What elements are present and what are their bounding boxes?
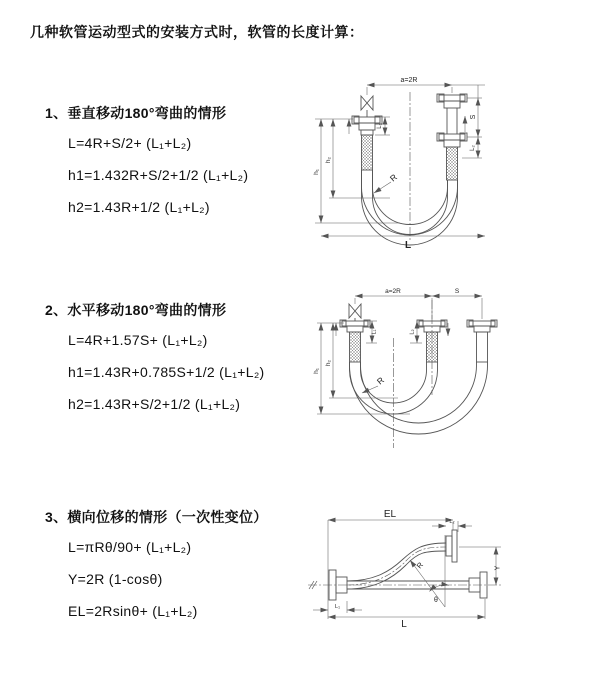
angle-arc bbox=[429, 585, 448, 591]
dim-label-l2: L₂ bbox=[470, 145, 476, 151]
displaced-hose-s-curve bbox=[347, 543, 446, 589]
upper-flange bbox=[446, 530, 457, 562]
radius-line bbox=[410, 560, 445, 607]
dim-label-h2: h₂ bbox=[325, 156, 332, 164]
right-fitting bbox=[437, 94, 467, 180]
dim-label-y: Y bbox=[494, 565, 502, 571]
diagram-vertical-180-bend bbox=[305, 72, 570, 257]
diagram-lateral-displacement bbox=[300, 505, 600, 645]
angle-label: θ bbox=[434, 597, 438, 604]
dimension-lines bbox=[317, 296, 482, 414]
radius-label: R bbox=[387, 171, 399, 184]
hose-drawing bbox=[340, 300, 497, 448]
left-fitting bbox=[340, 320, 370, 362]
dim-label-h1: h₁ bbox=[313, 368, 320, 374]
dim-label-h2: h₂ bbox=[325, 359, 332, 367]
dim-label-a2r: a=2R bbox=[385, 288, 401, 295]
diagram-3-labels bbox=[335, 509, 501, 630]
radius-label: R bbox=[414, 560, 426, 571]
middle-fitting bbox=[417, 320, 447, 362]
formula-line: h1=1.43R+0.785S+1/2 (L₁+L₂) bbox=[68, 364, 265, 380]
formula-line: EL=2Rsinθ+ (L₁+L₂) bbox=[68, 603, 198, 619]
dim-label-s: S bbox=[454, 288, 460, 295]
dim-label-el: EL bbox=[383, 509, 397, 520]
section-lateral-displacement bbox=[45, 507, 305, 621]
formula-line: L=4R+1.57S+ (L₁+L₂) bbox=[68, 332, 208, 348]
section-vertical-movement bbox=[45, 103, 305, 217]
dim-label-a2r: a=2R bbox=[400, 77, 418, 84]
formula-line: L=4R+S/2+ (L₁+L₂) bbox=[68, 135, 192, 151]
hose-drawing bbox=[352, 92, 467, 245]
dim-label-l2: L₂ bbox=[409, 329, 416, 335]
formula-line: h1=1.432R+S/2+1/2 (L₁+L₂) bbox=[68, 167, 249, 183]
formula-line: L=πRθ/90+ (L₁+L₂) bbox=[68, 539, 192, 555]
section-1-heading: 1、垂直移动180°弯曲的情形 bbox=[45, 105, 227, 121]
section-2-heading: 2、水平移动180°弯曲的情形 bbox=[45, 302, 227, 318]
dimension-lines bbox=[313, 520, 501, 619]
formula-line: h2=1.43R+1/2 (L₁+L₂) bbox=[68, 199, 210, 215]
hose-drawing bbox=[308, 530, 502, 600]
diagram-horizontal-180-bend bbox=[300, 283, 595, 463]
dim-label-s: S bbox=[470, 114, 477, 120]
valve-icon bbox=[349, 304, 361, 318]
length-label: L bbox=[405, 240, 412, 251]
formula-line: Y=2R (1-cosθ) bbox=[68, 571, 163, 587]
length-label: L bbox=[401, 619, 407, 630]
dim-label-l1: L₁ bbox=[371, 329, 378, 335]
valve-icon bbox=[361, 96, 373, 110]
page-title: 几种软管运动型式的安装方式时，软管的长度计算： bbox=[30, 24, 364, 40]
dim-label-l1: L₁ bbox=[335, 604, 340, 610]
dim-label-l2: L₂ bbox=[449, 519, 455, 525]
dim-label-h1: h₁ bbox=[313, 169, 320, 175]
section-horizontal-movement bbox=[45, 300, 305, 414]
radius-label: R bbox=[374, 374, 386, 387]
section-3-heading: 3、横向位移的情形（一次性变位） bbox=[45, 509, 268, 525]
hose-u-bend bbox=[362, 170, 458, 245]
formula-line: h2=1.43R+S/2+1/2 (L₁+L₂) bbox=[68, 396, 241, 412]
displaced-fitting bbox=[467, 320, 497, 362]
dim-label-l1: L₁ bbox=[377, 123, 383, 129]
radius-leader bbox=[374, 182, 391, 193]
